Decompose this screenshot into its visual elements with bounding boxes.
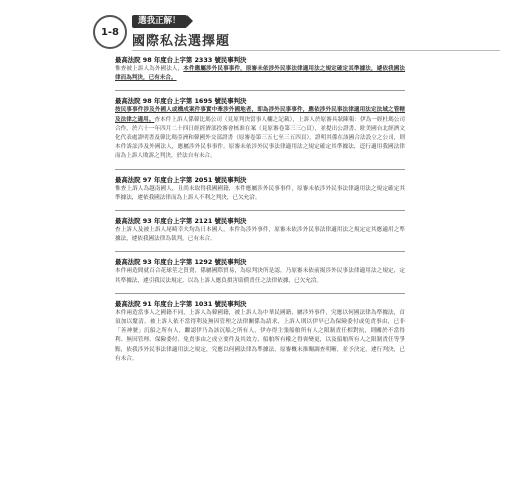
page-header	[0, 10, 520, 52]
case-body	[115, 226, 405, 244]
case-divider	[115, 293, 405, 294]
body-text: 本件兩造間就百合花球莖之買賣，係屬國際貿易，為原判決所是認，乃原審未依前揭涉外民事法律適用法之規定，定其準據法，遽引我民法規定，以為上訴人應負損害賠償責任之法律依據，已欠允洽。	[115, 268, 405, 284]
case-title: 最高法院 98 年度台上字第 2333 號民事判決	[115, 56, 247, 64]
case-block	[115, 56, 405, 83]
body-text: 本件兩造當事人之國籍不同，上訴人為韓國籍，被上訴人為中華民國籍，屬涉外事件，究應以何國法律為準據法，首須加以釐清。被上訴人依不當得利及無因管理之法律關係為請求，上訴人則以伊早已為保險委付或免責事由，已非「善神號」沉船之所有人，繼認伊乃為該沉船之所有人，伊亦得主張船舶所有人之限制責任相對抗，則關於不當得利、無因管理、保險委付、免責事由之成立要件及其效力、船舶所有權之得喪變更，以及船舶所有人之限制責任等爭點，依我涉外民事法律適用法之規定，究應以何國法律為準據法，原審概未推闡調查明晰，並予決定，遽行判決，已有未合。	[115, 309, 405, 362]
case-block	[115, 300, 405, 364]
case-title: 最高法院 98 年度台上字第 1695 號民事判決	[115, 97, 247, 106]
section-title: 國際私法選擇題	[132, 34, 231, 49]
case-list	[115, 56, 405, 371]
answer-ribbon: 選我正解！	[132, 15, 187, 28]
case-body	[115, 106, 405, 161]
body-text: 惟查被上訴人為外國法人，	[115, 66, 184, 72]
case-body	[115, 65, 405, 83]
body-text: 查上訴人及被上訴人尾崎幸夫均為日本國人，本件為涉外事件，原審未依涉外民事法律適用法之規定定其應適用之準據法，遽依我國法律為裁判，已有未合。	[115, 227, 405, 243]
page-number-badge: 1-8	[93, 15, 127, 49]
case-body	[115, 309, 405, 364]
case-body	[115, 185, 405, 203]
case-title: 最高法院 97 年度台上字第 2051 號民事判決	[115, 175, 247, 184]
emphasized-text: 本件應屬涉外民事事件，原審未依涉外民事法律適用法之規定確定其準據法，遽依我國法律而為判決，已有未合。	[115, 66, 405, 82]
case-block	[115, 217, 405, 244]
header-divider	[132, 50, 500, 51]
case-block	[115, 176, 405, 203]
case-block	[115, 258, 405, 285]
case-block	[115, 97, 405, 161]
case-divider	[115, 90, 405, 91]
case-body	[115, 267, 405, 285]
case-title: 最高法院 91 年度台上字第 1031 號民事判決	[115, 299, 247, 308]
case-title: 最高法院 93 年度台上字第 2121 號民事判決	[115, 217, 247, 226]
case-title: 最高法院 93 年度台上字第 1292 號民事判決	[115, 258, 247, 267]
case-divider	[115, 210, 405, 211]
body-text: 查本件上訴人係韓比瑪公司（見原判決當事人欄之記載），上訴人於原審具狀陳報：伊為一經杜瑪公司合作，於六十一年四月二十四日經經濟部投審會核准在案（見原審卷第三三○頁），並提出公證書、駐美國台北經濟文化代表處證明書及韓比瑪亞洲和韓國外交部證書（原審卷第三五七至三五四頁），證明其係在該國合法設立之公司，則本件訴訟涉及外國法人，應屬涉外民事事件。原審未依涉外民事法律適用法之規定確定其準據法，逕行適用我國法律而為上訴人敗訴之判決，於法自有未合。	[115, 116, 405, 160]
case-divider	[115, 251, 405, 252]
emphasized-text: 按民事事件涉及外國人或構成案件事實中牽涉外國地者，即為涉外民事事件，應依涉外民事法律適用法定法域之管轄及法律之適用。	[115, 107, 405, 123]
case-divider	[115, 169, 405, 170]
body-text: 惟查上訴人為越南國人，且尚未取得我國國籍，本件應屬涉外民事事件，原審未依涉外民事法律適用法之規定確定其準據法，遽依我國法律而為上訴人不利之判決，已欠允洽。	[115, 185, 405, 201]
